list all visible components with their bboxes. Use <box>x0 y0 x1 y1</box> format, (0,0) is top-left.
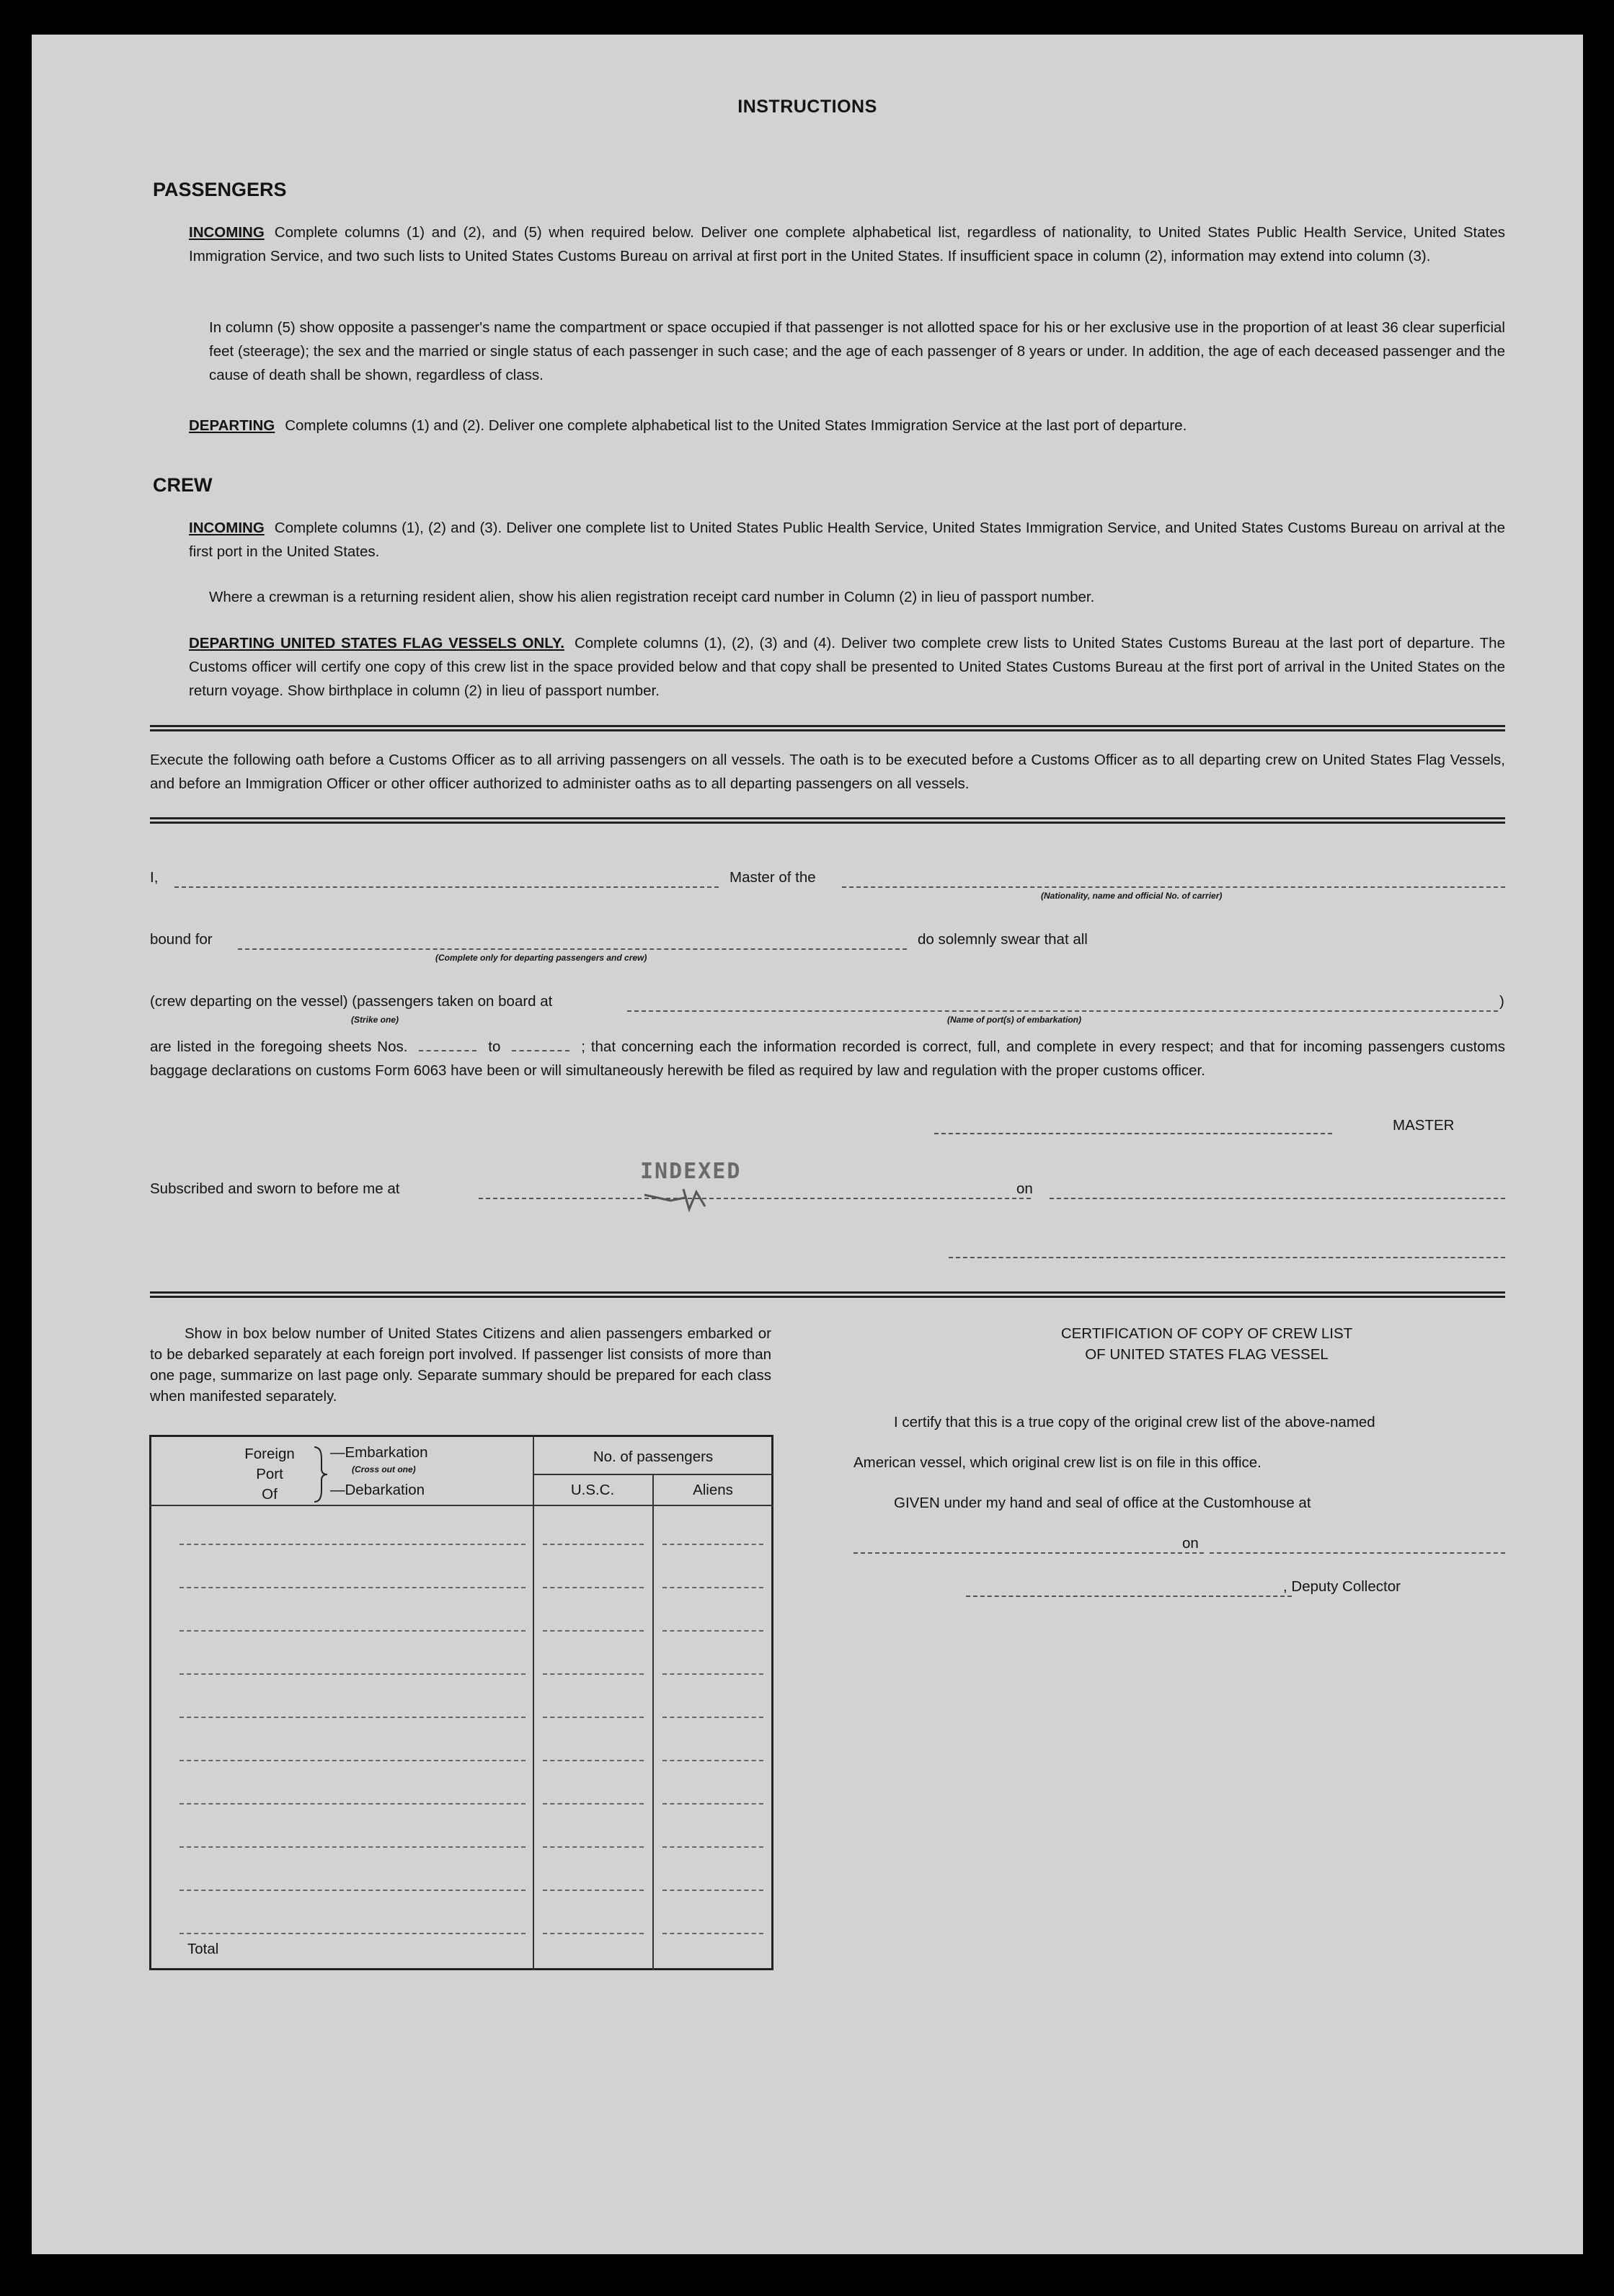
double-rule <box>150 817 1505 824</box>
customhouse-field[interactable] <box>853 1552 1204 1554</box>
listed-prefix: are listed in the foregoing sheets Nos. <box>150 1038 408 1055</box>
cert-on-label: on <box>1182 1535 1199 1552</box>
initials-mark <box>642 1185 728 1214</box>
deputy-collector-label: , Deputy Collector <box>1283 1578 1401 1595</box>
table-cell-line <box>179 1673 526 1675</box>
listed-text: ; that concerning each the information recorded is correct, full, and complete in every respect; and that for incoming passengers customs baggage declarations on customs Form 6063 have been or will simultaneously herewith be filed as required by law and regulation with the proper customs officer. <box>150 1038 1506 1079</box>
oath-i-label: I, <box>150 869 159 886</box>
on-label: on <box>1016 1180 1033 1197</box>
column-divider <box>652 1474 654 1970</box>
master-of-the-label: Master of the <box>730 869 816 886</box>
passengers-departing <box>189 414 1505 437</box>
table-cell-line <box>543 1717 644 1718</box>
subscribed-label: Subscribed and sworn to before me at <box>150 1180 400 1197</box>
carrier-field[interactable] <box>842 886 1505 888</box>
cert-date-field[interactable] <box>1210 1552 1505 1554</box>
sworn-place-field[interactable] <box>479 1198 1031 1199</box>
table-cell-line <box>543 1544 644 1545</box>
cross-note: (Cross out one) <box>352 1464 416 1474</box>
table-cell-line <box>179 1803 526 1805</box>
header-divider <box>533 1474 773 1475</box>
table-cell-line <box>543 1803 644 1805</box>
bound-for-field[interactable] <box>238 948 907 950</box>
table-cell-line <box>179 1890 526 1891</box>
usc-header: U.S.C. <box>570 1482 615 1498</box>
brace-icon <box>311 1446 330 1503</box>
table-cell-line <box>543 1673 644 1675</box>
strike-note: (Strike one) <box>351 1015 399 1025</box>
table-cell-line <box>662 1890 763 1891</box>
table-cell-line <box>662 1933 763 1934</box>
carrier-note: (Nationality, name and official No. of carrier) <box>1041 891 1223 901</box>
crew-incoming-text: Complete columns (1), (2) and (3). Deliver one complete list to United States Public Health Service, United States Immigration Service, and United States Customs Bureau on arrival at the first port in the United States. <box>189 520 1505 560</box>
sheet-from-field[interactable] <box>419 1050 476 1051</box>
of-label: Of <box>262 1486 278 1503</box>
swear-label: do solemnly swear that all <box>918 931 1088 948</box>
indexed-stamp: INDEXED <box>640 1159 742 1184</box>
foreign-port-of-header <box>226 1444 313 1505</box>
table-cell-line <box>662 1630 763 1632</box>
table-cell-line <box>543 1890 644 1891</box>
crew-resident-text: Where a crewman is a returning resident alien, show his alien registration receipt card number in Column (2) in lieu of passport number. <box>209 589 1095 605</box>
ports-note: (Name of port(s) of embarkation) <box>947 1015 1082 1025</box>
table-cell-line <box>543 1846 644 1848</box>
certification-title-line2: OF UNITED STATES FLAG VESSEL <box>1085 1346 1329 1363</box>
double-rule <box>150 1291 1505 1298</box>
oath-intro: Execute the following oath before a Customs Officer as to all arriving passengers on all vessels. The oath is to be executed before a Customs Officer as to all departing crew on United States Flag Vessels, and before an Immigration Officer or other officer authorized to administer oaths as to all departing passengers on all vessels. <box>150 752 1505 792</box>
passengers-incoming <box>189 221 1505 268</box>
foreign-label: Foreign <box>244 1446 295 1462</box>
header-bottom <box>149 1505 773 1506</box>
officer-signature-field[interactable] <box>949 1257 1505 1258</box>
passengers-incoming-label: INCOMING <box>189 224 265 241</box>
table-cell-line <box>179 1717 526 1718</box>
summary-intro: Show in box below number of United States Citizens and alien passengers embarked or to be debarked separately at each foreign port involved. If passenger list consists of more than one page, summarize on last page only. Separate summary should be prepared for each class when manifested separately. <box>150 1325 771 1405</box>
close-paren: ) <box>1499 993 1504 1010</box>
debarkation-label: —Debarkation <box>330 1482 425 1498</box>
total-label: Total <box>187 1941 219 1957</box>
certify-line1: I certify that this is a true copy of the original crew list of the above-named <box>894 1414 1375 1430</box>
listed-paragraph <box>150 1035 1505 1082</box>
master-label: MASTER <box>1393 1117 1455 1134</box>
table-cell-line <box>543 1760 644 1761</box>
crew-departing <box>189 631 1505 703</box>
table-cell-line <box>543 1587 644 1588</box>
form-page <box>32 35 1583 2254</box>
page-title: INSTRUCTIONS <box>737 97 877 117</box>
passengers-departing-text: Complete columns (1) and (2). Deliver one complete alphabetical list to the United States Immigration Service at the last port of departure. <box>285 417 1187 434</box>
certification-title <box>897 1323 1517 1365</box>
given-line: GIVEN under my hand and seal of office at the Customhouse at <box>894 1495 1311 1511</box>
crew-heading: CREW <box>153 474 213 496</box>
table-cell-line <box>179 1587 526 1588</box>
table-cell-line <box>662 1760 763 1761</box>
table-cell-line <box>662 1717 763 1718</box>
passengers-column5-text: In column (5) show opposite a passenger's name the compartment or space occupied if that passenger is not allotted space for his or her exclusive use in the proportion of at least 36 clear superficial feet (steerage); the sex and the married or single status of each passenger in such case; and the age of each passenger of 8 years or under. In addition, the age of each deceased passenger and the cause of death shall be shown, regardless of class. <box>209 319 1505 383</box>
passengers-incoming-text: Complete columns (1) and (2), and (5) when required below. Deliver one complete alphabetical list, regardless of nationality, to United States Public Health Service, United States Immigration Service, and two such lists to United States Customs Bureau on arrival at first port in the United States. If insufficient space in column (2), information may extend into column (3). <box>189 224 1505 264</box>
table-cell-line <box>179 1760 526 1761</box>
table-cell-line <box>662 1673 763 1675</box>
aliens-header: Aliens <box>693 1482 733 1498</box>
double-rule <box>150 725 1505 731</box>
table-cell-line <box>179 1933 526 1934</box>
table-cell-line <box>179 1630 526 1632</box>
crew-departing-text: Complete columns (1), (2), (3) and (4). Deliver two complete crew lists to United States Customs Bureau at the last port of departure. The Customs officer will certify one copy of this crew list in the space provided below and that copy shall be presented to United States Customs Bureau at the first port of arrival in the United States on the return voyage. Show birthplace in column (2) in lieu of passport number. <box>189 635 1505 699</box>
master-signature-field[interactable] <box>934 1133 1332 1134</box>
crew-departing-label: DEPARTING UNITED STATES FLAG VESSELS ONLY. <box>189 635 564 651</box>
table-cell-line <box>662 1544 763 1545</box>
certify-line2: American vessel, which original crew list is on file in this office. <box>853 1454 1262 1471</box>
table-cell-line <box>543 1630 644 1632</box>
passengers-departing-label: DEPARTING <box>189 417 275 434</box>
port-label: Port <box>256 1466 283 1482</box>
certification-title-line1: CERTIFICATION OF COPY OF CREW LIST <box>1060 1325 1353 1342</box>
crew-passengers-label: (crew departing on the vessel) (passengers taken on board at <box>150 993 553 1010</box>
deputy-signature-field[interactable] <box>966 1596 1292 1597</box>
embarkation-ports-field[interactable] <box>627 1010 1498 1012</box>
to-label: to <box>488 1038 501 1055</box>
passengers-heading: PASSENGERS <box>153 179 287 200</box>
table-cell-line <box>662 1803 763 1805</box>
bound-for-label: bound for <box>150 931 213 948</box>
table-cell-line <box>662 1587 763 1588</box>
table-cell-line <box>179 1846 526 1848</box>
crew-incoming-label: INCOMING <box>189 520 265 536</box>
passengers-count-header: No. of passengers <box>593 1449 714 1465</box>
sheet-to-field[interactable] <box>512 1050 569 1051</box>
embarkation-label: —Embarkation <box>330 1444 428 1461</box>
table-cell-line <box>662 1846 763 1848</box>
column-divider <box>533 1435 534 1970</box>
crew-incoming <box>189 516 1505 564</box>
table-cell-line <box>179 1544 526 1545</box>
table-cell-line <box>543 1933 644 1934</box>
sworn-date-field[interactable] <box>1050 1198 1505 1199</box>
master-name-field[interactable] <box>174 886 719 888</box>
departing-note: (Complete only for departing passengers and crew) <box>435 953 647 963</box>
